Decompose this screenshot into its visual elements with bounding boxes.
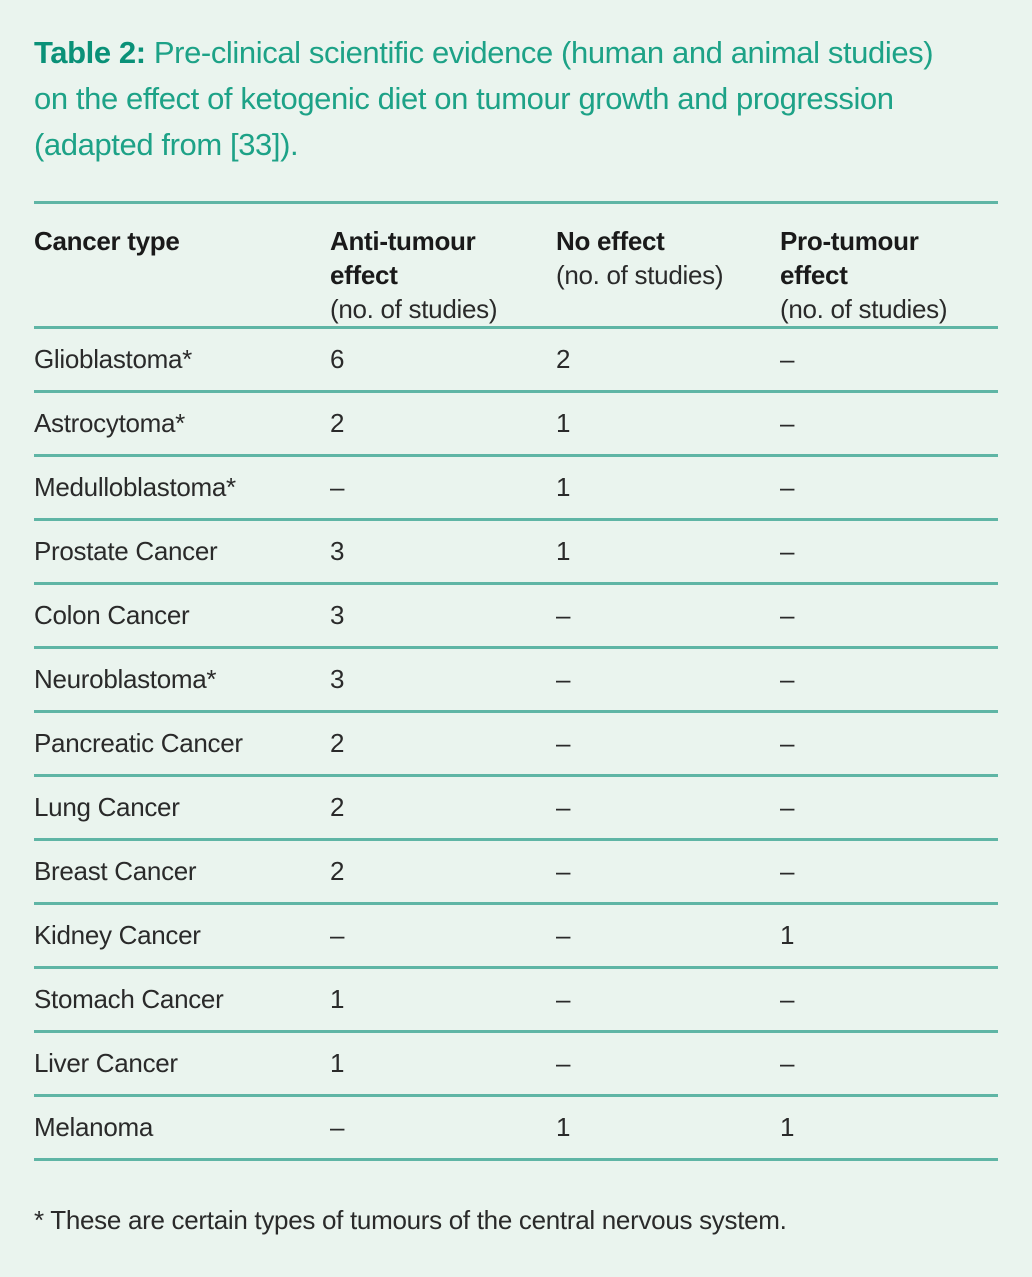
cell-no-effect: – xyxy=(556,856,571,886)
cell-no-effect: – xyxy=(556,792,571,822)
table-row xyxy=(34,1097,998,1161)
cell-no-effect: – xyxy=(556,728,571,758)
cell-pro-tumour: – xyxy=(780,1048,795,1078)
header-cancer-type xyxy=(34,224,330,326)
cell-anti-tumour: 3 xyxy=(330,600,345,630)
cell-no-effect: 1 xyxy=(556,1112,571,1142)
cell-cancer-type: Stomach Cancer xyxy=(34,984,224,1014)
cell-pro-tumour: – xyxy=(780,344,795,374)
cell-pro-tumour: 1 xyxy=(780,920,795,950)
table-row xyxy=(34,777,998,841)
table-row xyxy=(34,905,998,969)
cell-cancer-type: Prostate Cancer xyxy=(34,536,218,566)
table-row xyxy=(34,521,998,585)
table-row xyxy=(34,1033,998,1097)
cell-pro-tumour: – xyxy=(780,600,795,630)
cell-no-effect: – xyxy=(556,1048,571,1078)
cell-pro-tumour: – xyxy=(780,728,795,758)
cell-anti-tumour: – xyxy=(330,1112,345,1142)
header-subtitle: (no. of studies) xyxy=(780,294,948,324)
table-row xyxy=(34,969,998,1033)
cell-anti-tumour: 2 xyxy=(330,728,345,758)
header-subtitle: (no. of studies) xyxy=(330,294,498,324)
cell-cancer-type: Glioblastoma* xyxy=(34,344,192,374)
cell-pro-tumour: – xyxy=(780,664,795,694)
table-footnote: * These are certain types of tumours of the central nervous system. xyxy=(34,1205,787,1235)
cell-anti-tumour: 2 xyxy=(330,408,345,438)
cell-cancer-type: Medulloblastoma* xyxy=(34,472,236,502)
header-title: No effect xyxy=(556,226,665,256)
cell-no-effect: 1 xyxy=(556,472,571,502)
cell-pro-tumour: – xyxy=(780,472,795,502)
header-anti-tumour xyxy=(330,224,556,326)
cell-anti-tumour: 2 xyxy=(330,792,345,822)
cell-anti-tumour: 3 xyxy=(330,664,345,694)
cell-no-effect: 1 xyxy=(556,408,571,438)
table-header-row xyxy=(34,204,998,329)
cell-cancer-type: Colon Cancer xyxy=(34,600,190,630)
cell-no-effect: – xyxy=(556,920,571,950)
cell-anti-tumour: 6 xyxy=(330,344,345,374)
table-row xyxy=(34,841,998,905)
cell-cancer-type: Pancreatic Cancer xyxy=(34,728,243,758)
cell-no-effect: – xyxy=(556,600,571,630)
table-row xyxy=(34,713,998,777)
cell-cancer-type: Neuroblastoma* xyxy=(34,664,217,694)
cell-pro-tumour: – xyxy=(780,792,795,822)
cell-pro-tumour: 1 xyxy=(780,1112,795,1142)
table-row xyxy=(34,457,998,521)
cell-cancer-type: Breast Cancer xyxy=(34,856,197,886)
cell-anti-tumour: – xyxy=(330,920,345,950)
cell-pro-tumour: – xyxy=(780,984,795,1014)
header-title: Anti-tumour effect xyxy=(330,226,476,290)
cell-anti-tumour: 3 xyxy=(330,536,345,566)
cell-cancer-type: Kidney Cancer xyxy=(34,920,201,950)
header-no-effect xyxy=(556,224,780,326)
cell-pro-tumour: – xyxy=(780,856,795,886)
cell-cancer-type: Lung Cancer xyxy=(34,792,180,822)
cell-anti-tumour: 1 xyxy=(330,984,345,1014)
cell-no-effect: 1 xyxy=(556,536,571,566)
cell-cancer-type: Liver Cancer xyxy=(34,1048,178,1078)
cell-no-effect: 2 xyxy=(556,344,571,374)
table-row xyxy=(34,393,998,457)
cell-cancer-type: Astrocytoma* xyxy=(34,408,186,438)
cell-anti-tumour: 1 xyxy=(330,1048,345,1078)
cell-cancer-type: Melanoma xyxy=(34,1112,153,1142)
table-caption-label: Table 2: xyxy=(34,35,146,70)
table-row xyxy=(34,329,998,393)
cell-no-effect: – xyxy=(556,664,571,694)
header-subtitle: (no. of studies) xyxy=(556,260,724,290)
table-caption-text: Pre-clinical scientific evidence (human and animal studies) on the effect of ketogenic diet on tumour growth and progression (adapted from [33]). xyxy=(34,35,934,162)
evidence-table xyxy=(34,201,998,1161)
header-title: Cancer type xyxy=(34,226,180,256)
header-pro-tumour xyxy=(780,224,998,326)
table-row xyxy=(34,649,998,713)
cell-no-effect: – xyxy=(556,984,571,1014)
cell-anti-tumour: – xyxy=(330,472,345,502)
cell-anti-tumour: 2 xyxy=(330,856,345,886)
header-title: Pro-tumour effect xyxy=(780,226,919,290)
table-caption xyxy=(34,30,974,168)
table-row xyxy=(34,585,998,649)
cell-pro-tumour: – xyxy=(780,408,795,438)
cell-pro-tumour: – xyxy=(780,536,795,566)
